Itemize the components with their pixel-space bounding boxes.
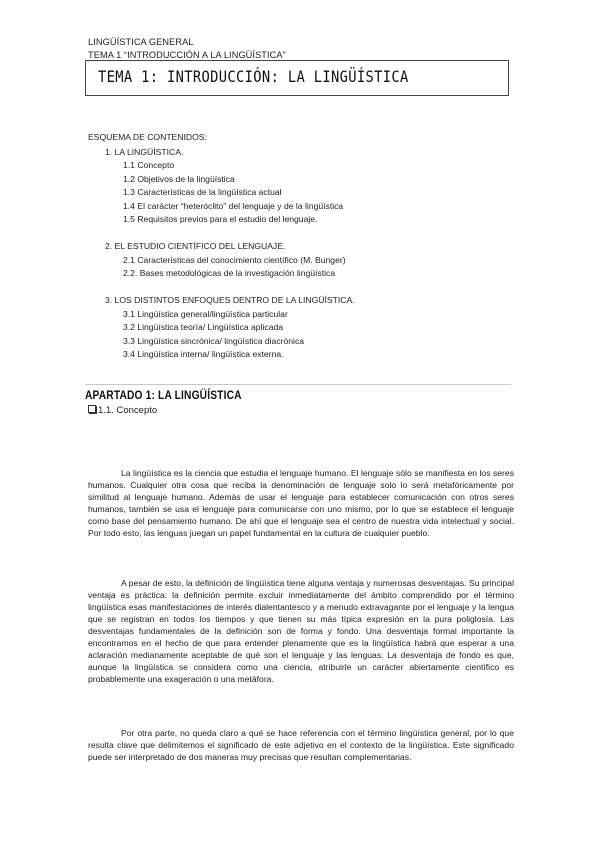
outline-heading: ESQUEMA DE CONTENIDOS: <box>88 132 207 142</box>
outline-item: 1.1 Concepto <box>123 160 175 170</box>
outline-item: 3.3 Lingüística sincrónica/ lingüística diacrónica <box>123 336 305 346</box>
topic-header: TEMA 1 “INTRODUCCIÓN A LA LINGÜÍSTICA” <box>88 50 286 60</box>
outline-section-1: 1. LA LINGÜÍSTICA. <box>105 147 184 157</box>
outline-item: 3.2 Lingüística teoría/ Lingüística aplicada <box>123 322 284 332</box>
outline-item: 2.1 Características del conocimiento científico (M. Bunger) <box>123 255 346 265</box>
outline-item: 3.1 Lingüística general/lingüística particular <box>123 309 288 319</box>
section-subtitle <box>88 405 157 416</box>
paragraph: La lingüística es la ciencia que estudia el lenguaje humano. El lenguaje sólo se manifiesta en los seres humanos. Cualquier otra cosa que reciba la denominación de lenguaje solo lo será metafóricamente por similitud al lenguaje humano. Además de usar el lenguaje para establecer comunicación con otros seres humanos, también se usa el lenguaje para comunicarse con uno mismo, por lo que se establece el lenguaje como base del pensamiento humano. De ahí que el lenguaje sea el centro de nuestra vida intelectual y social. Por todo esto, las lenguas juegan un papel fundamental en la cultura de cualquier pueblo. <box>88 467 514 539</box>
outline-section-2: 2. EL ESTUDIO CIENTÍFICO DEL LENGUAJE. <box>105 241 286 251</box>
outline-item: 1.3 Características de la lingüística actual <box>123 187 282 197</box>
section-divider <box>85 384 511 385</box>
outline-item: 1.5 Requisitos previos para el estudio del lenguaje. <box>123 214 318 224</box>
paragraph: A pesar de esto, la definición de lingüística tiene alguna ventaja y numerosas desventajas. Su principal ventaja es práctica: la definición permite excluir inmediatamente del ámbito comprendido por el término lingüística esas manifestaciones de interés dialentantesco y a menudo extravagante por el lenguaje y la lengua que se registran en todos los tiempos y que tienen su más típica expresión en la pura poliglosía. Las desventajas fundamentales de la definición son de forma y fondo. Una desventaja formal importante la encontramos en el hecho de que para entender plenamente que es la lingüística habrá que esperar a una aclaración medianamente aceptable de qué son el lenguaje y las lenguas. La desventaja de fondo es que, aunque la lingüística se considera como una ciencia, atribuirle un carácter abiertamente científico es probablemente una exageración o una metáfora. <box>88 577 514 685</box>
document-title: TEMA 1: INTRODUCCIÓN: LA LINGÜÍSTICA <box>98 67 409 86</box>
outline-item: 2.2. Bases metodológicas de la investigación lingüística <box>123 268 336 278</box>
outline-item: 1.2 Objetivos de la lingüística <box>123 174 235 184</box>
title-box <box>85 60 509 96</box>
section-title: APARTADO 1: LA LINGÜÍSTICA <box>85 388 242 402</box>
paragraph: Por otra parte, no queda claro a qué se hace referencia con el término lingüística general, por lo que resulta clave que delimitemos el significado de este adjetivo en el contexto de la lingüística. Este significado puede ser interpretado de dos maneras muy precisas que resultan complementarias. <box>88 727 514 762</box>
outline-item: 3.4 Lingüística interna/ lingüística externa. <box>123 349 284 359</box>
course-header: LINGÜÍSTICA GENERAL <box>88 37 194 47</box>
outline-section-3: 3. LOS DISTINTOS ENFOQUES DENTRO DE LA LINGÜÍSTICA. <box>105 295 355 305</box>
subtitle-text: 1.1. Concepto <box>98 405 158 416</box>
outline-item: 1.4 El carácter “heteróclito” del lenguaje y de la lingüística <box>123 201 344 211</box>
checkbox-bullet-icon <box>88 405 96 413</box>
